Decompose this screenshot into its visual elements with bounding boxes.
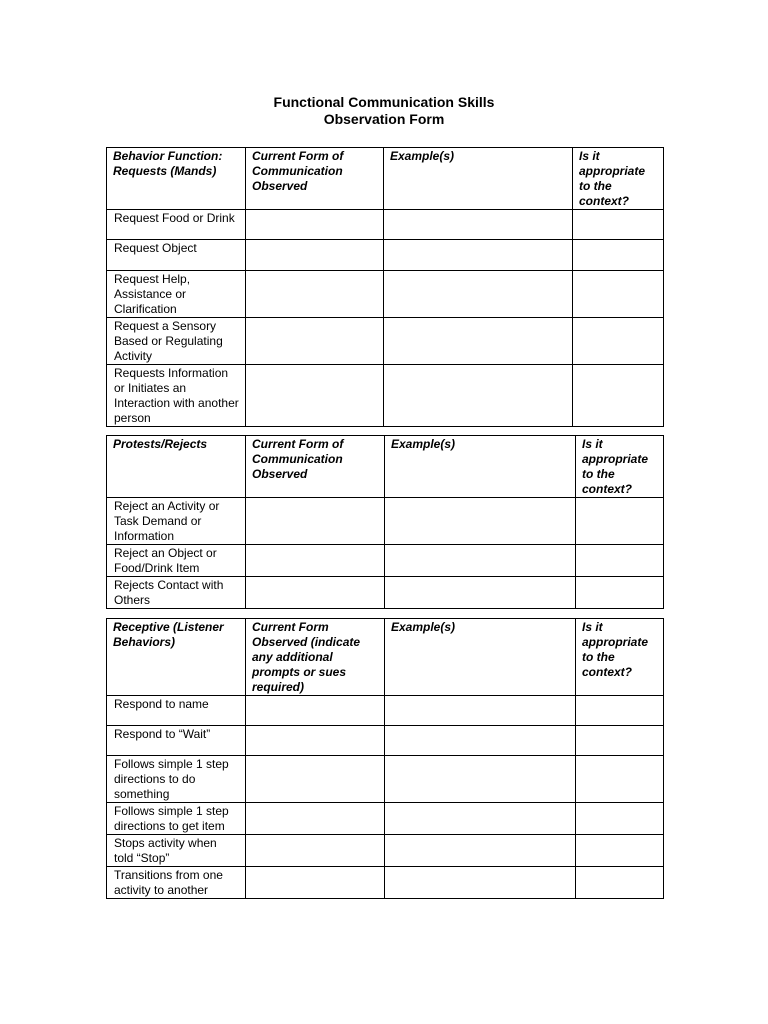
current-form-cell[interactable] bbox=[246, 696, 385, 726]
header-current-form: Current Form Observed (indicate any additional prompts or sues required) bbox=[246, 619, 385, 696]
examples-cell[interactable] bbox=[385, 835, 576, 867]
table-row bbox=[107, 210, 664, 240]
row-label: Follows simple 1 step directions to do something bbox=[107, 756, 246, 803]
requests-table bbox=[106, 147, 664, 427]
row-label: Respond to name bbox=[107, 696, 246, 726]
header-examples: Example(s) bbox=[384, 148, 573, 210]
examples-cell[interactable] bbox=[385, 756, 576, 803]
table-row bbox=[107, 545, 664, 577]
examples-cell[interactable] bbox=[385, 803, 576, 835]
protests-table bbox=[106, 435, 664, 609]
table-row bbox=[107, 696, 664, 726]
table-row bbox=[107, 803, 664, 835]
header-appropriate: Is it appropriate to the context? bbox=[573, 148, 664, 210]
table-header-row bbox=[107, 619, 664, 696]
form-title-line-2: Observation Form bbox=[323, 111, 445, 127]
table-row bbox=[107, 835, 664, 867]
current-form-cell[interactable] bbox=[246, 803, 385, 835]
examples-cell[interactable] bbox=[385, 867, 576, 899]
examples-cell[interactable] bbox=[384, 271, 573, 318]
appropriate-cell[interactable] bbox=[576, 545, 664, 577]
table-row bbox=[107, 240, 664, 271]
row-label: Stops activity when told “Stop” bbox=[107, 835, 246, 867]
examples-cell[interactable] bbox=[384, 210, 573, 240]
header-appropriate: Is it appropriate to the context? bbox=[576, 436, 664, 498]
current-form-cell[interactable] bbox=[246, 210, 384, 240]
current-form-cell[interactable] bbox=[246, 835, 385, 867]
appropriate-cell[interactable] bbox=[576, 577, 664, 609]
table-row bbox=[107, 365, 664, 427]
appropriate-cell[interactable] bbox=[576, 756, 664, 803]
table-row bbox=[107, 756, 664, 803]
form-title bbox=[0, 94, 768, 128]
current-form-cell[interactable] bbox=[246, 365, 384, 427]
examples-cell[interactable] bbox=[385, 498, 576, 545]
appropriate-cell[interactable] bbox=[576, 696, 664, 726]
row-label: Reject an Activity or Task Demand or Information bbox=[107, 498, 246, 545]
table-row bbox=[107, 867, 664, 899]
appropriate-cell[interactable] bbox=[576, 867, 664, 899]
current-form-cell[interactable] bbox=[246, 498, 385, 545]
appropriate-cell[interactable] bbox=[576, 835, 664, 867]
current-form-cell[interactable] bbox=[246, 867, 385, 899]
current-form-cell[interactable] bbox=[246, 545, 385, 577]
examples-cell[interactable] bbox=[385, 696, 576, 726]
header-current-form: Current Form of Communication Observed bbox=[246, 148, 384, 210]
row-label: Request Help, Assistance or Clarification bbox=[107, 271, 246, 318]
table-header-row bbox=[107, 436, 664, 498]
row-label: Request Object bbox=[107, 240, 246, 271]
header-appropriate: Is it appropriate to the context? bbox=[576, 619, 664, 696]
appropriate-cell[interactable] bbox=[573, 318, 664, 365]
current-form-cell[interactable] bbox=[246, 271, 384, 318]
appropriate-cell[interactable] bbox=[576, 498, 664, 545]
table-row bbox=[107, 318, 664, 365]
current-form-cell[interactable] bbox=[246, 756, 385, 803]
row-label: Respond to “Wait” bbox=[107, 726, 246, 756]
table-row bbox=[107, 498, 664, 545]
appropriate-cell[interactable] bbox=[576, 803, 664, 835]
examples-cell[interactable] bbox=[385, 577, 576, 609]
appropriate-cell[interactable] bbox=[573, 271, 664, 318]
current-form-cell[interactable] bbox=[246, 318, 384, 365]
row-label: Reject an Object or Food/Drink Item bbox=[107, 545, 246, 577]
current-form-cell[interactable] bbox=[246, 577, 385, 609]
header-behavior-function: Behavior Function: Requests (Mands) bbox=[107, 148, 246, 210]
appropriate-cell[interactable] bbox=[573, 365, 664, 427]
table-header-row bbox=[107, 148, 664, 210]
row-label: Rejects Contact with Others bbox=[107, 577, 246, 609]
examples-cell[interactable] bbox=[384, 365, 573, 427]
table-row bbox=[107, 577, 664, 609]
header-examples: Example(s) bbox=[385, 436, 576, 498]
appropriate-cell[interactable] bbox=[573, 240, 664, 271]
header-receptive: Receptive (Listener Behaviors) bbox=[107, 619, 246, 696]
header-examples: Example(s) bbox=[385, 619, 576, 696]
examples-cell[interactable] bbox=[384, 240, 573, 271]
current-form-cell[interactable] bbox=[246, 726, 385, 756]
form-title-line-1: Functional Communication Skills bbox=[273, 94, 495, 110]
examples-cell[interactable] bbox=[385, 726, 576, 756]
appropriate-cell[interactable] bbox=[573, 210, 664, 240]
examples-cell[interactable] bbox=[384, 318, 573, 365]
row-label: Requests Information or Initiates an Interaction with another person bbox=[107, 365, 246, 427]
appropriate-cell[interactable] bbox=[576, 726, 664, 756]
row-label: Request a Sensory Based or Regulating Activity bbox=[107, 318, 246, 365]
header-current-form: Current Form of Communication Observed bbox=[246, 436, 385, 498]
table-row bbox=[107, 271, 664, 318]
row-label: Follows simple 1 step directions to get item bbox=[107, 803, 246, 835]
row-label: Request Food or Drink bbox=[107, 210, 246, 240]
header-protests-rejects: Protests/Rejects bbox=[107, 436, 246, 498]
receptive-table bbox=[106, 618, 664, 899]
current-form-cell[interactable] bbox=[246, 240, 384, 271]
row-label: Transitions from one activity to another bbox=[107, 867, 246, 899]
table-row bbox=[107, 726, 664, 756]
examples-cell[interactable] bbox=[385, 545, 576, 577]
